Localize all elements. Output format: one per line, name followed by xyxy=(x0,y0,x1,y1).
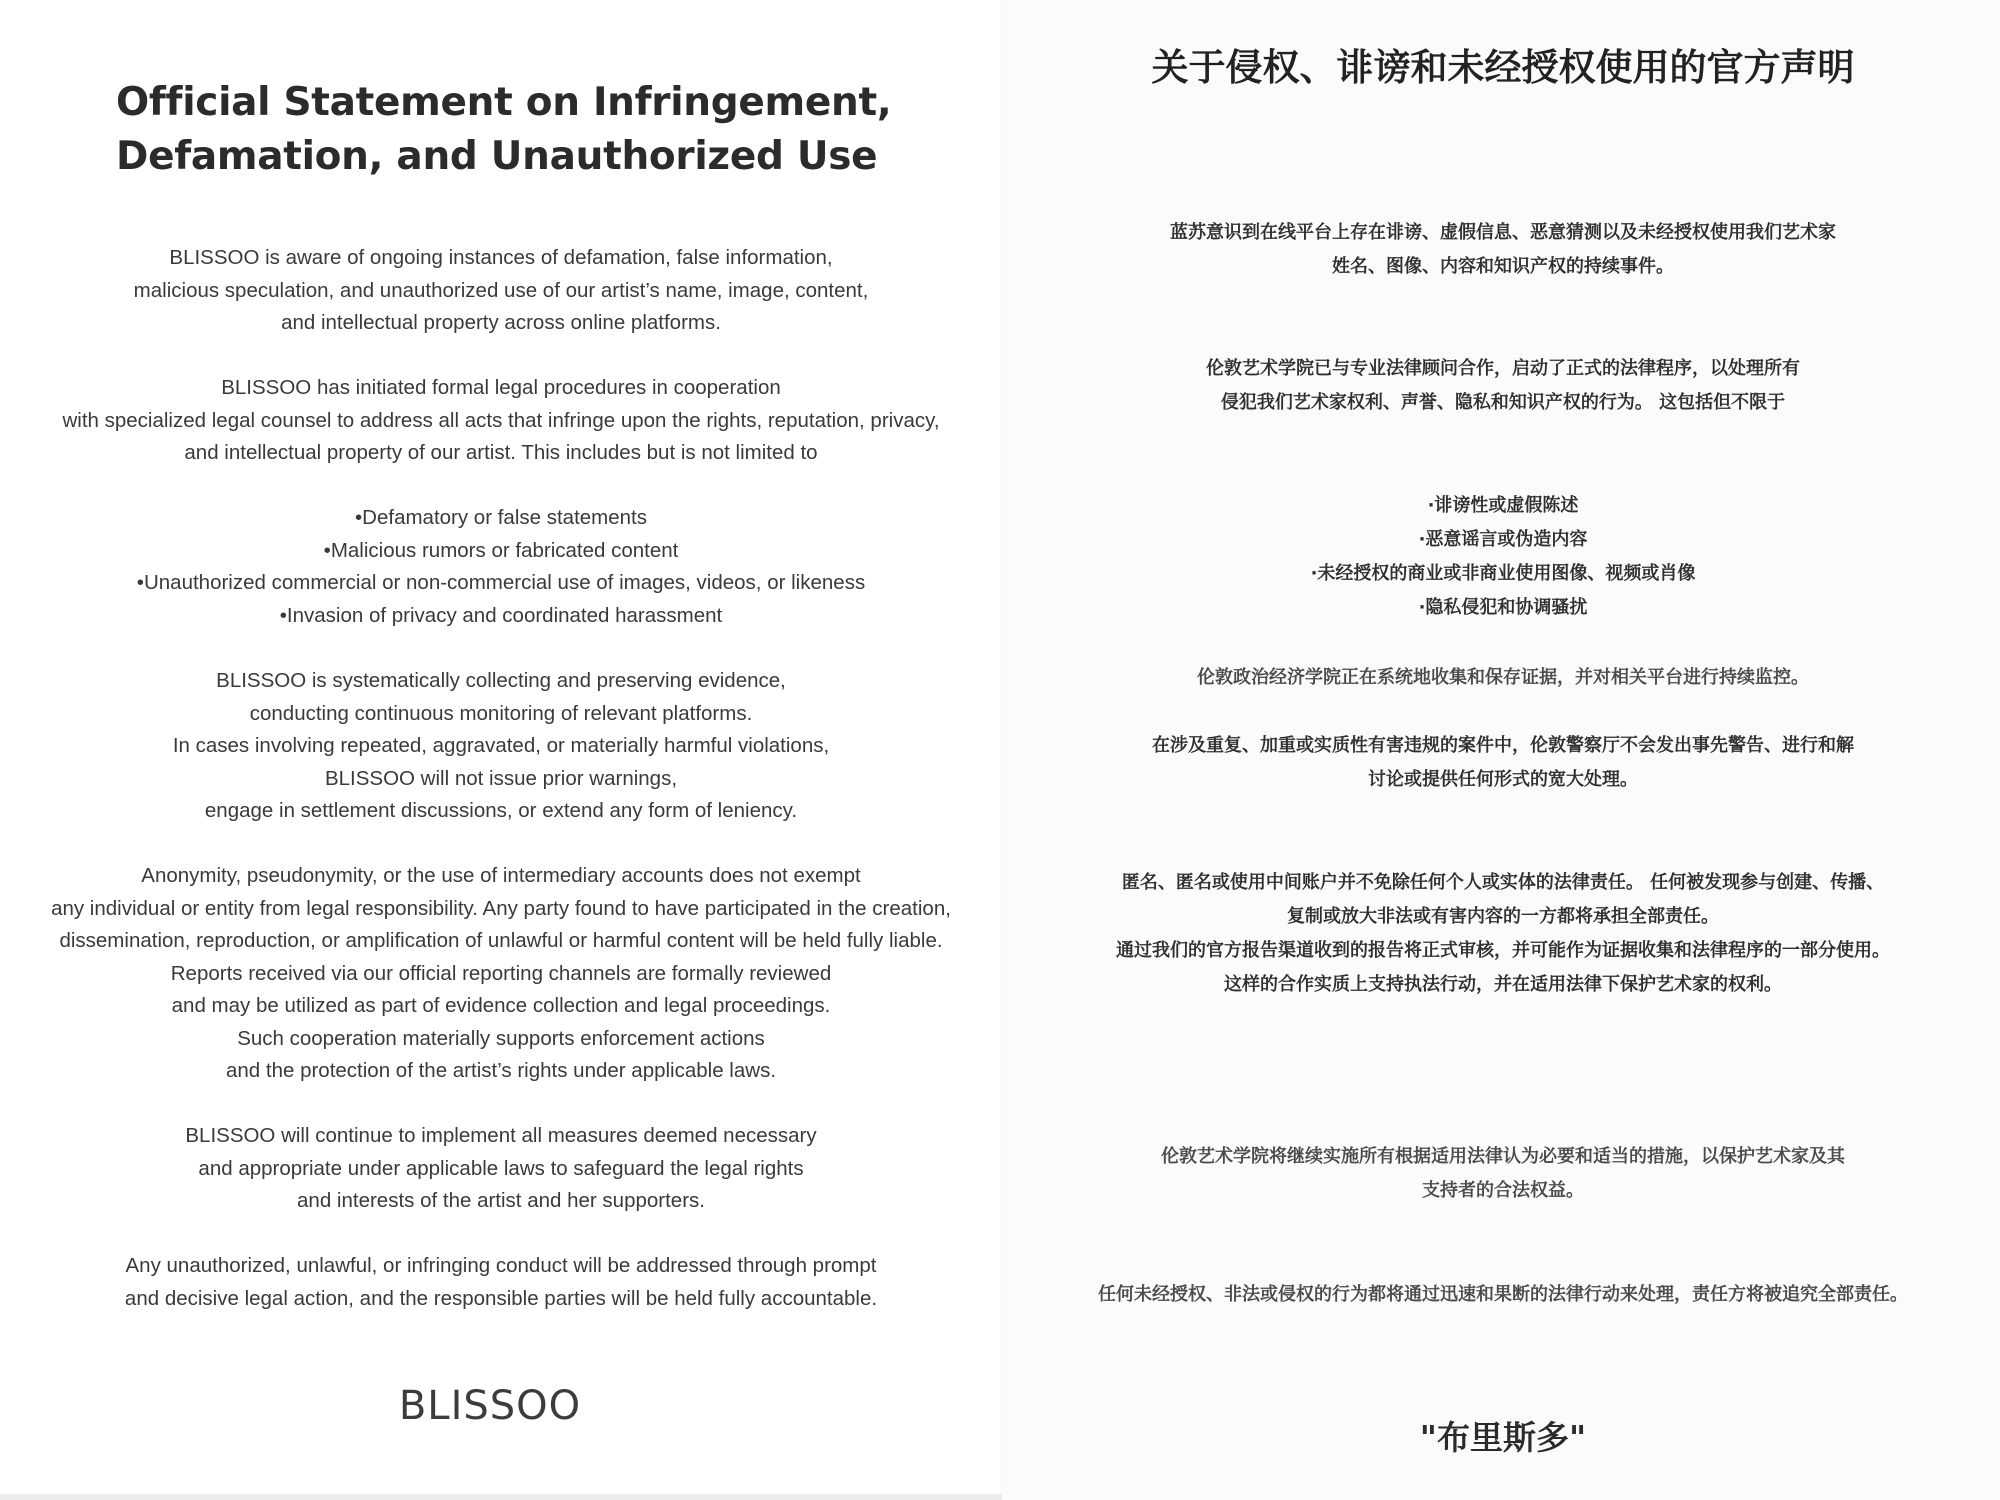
bullet-item: ·未经授权的商业或非商业使用图像、视频或肖像 xyxy=(1310,563,1696,584)
text-line: In cases involving repeated, aggravated, or materially harmful violations, xyxy=(172,734,830,757)
english-bullet-list xyxy=(0,502,1002,632)
text-line: 匿名、匿名或使用中间账户并不免除任何个人或实体的法律责任。 任何被发现参与创建、传播、 xyxy=(1121,872,1885,893)
text-line: 讨论或提供任何形式的宽大处理。 xyxy=(1368,769,1638,790)
text-line: with specialized legal counsel to address all acts that infringe upon the rights, reputation, privacy, xyxy=(62,408,940,432)
text-line: BLISSOO will not issue prior warnings, xyxy=(324,766,678,790)
english-paragraph-anonymity xyxy=(0,860,1002,1088)
bottom-edge-strip xyxy=(0,1494,1002,1500)
chinese-paragraph-awareness xyxy=(1002,216,2000,284)
english-paragraph-evidence xyxy=(0,665,1002,828)
english-title xyxy=(116,76,996,184)
text-line: BLISSOO is systematically collecting and preserving evidence, xyxy=(216,669,786,692)
chinese-signature: "布里斯多" xyxy=(1419,1418,1587,1457)
bullet-item: •Unauthorized commercial or non-commercial use of images, videos, or likeness xyxy=(136,571,866,594)
text-line: 任何未经授权、非法或侵权的行为都将通过迅速和果断的法律行动来处理，责任方将被追究全部责任。 xyxy=(1098,1284,1908,1305)
text-line: Anonymity, pseudonymity, or the use of intermediary accounts does not exempt xyxy=(141,864,861,887)
english-paragraph-measures xyxy=(0,1120,1002,1218)
text-line: BLISSOO will continue to implement all measures deemed necessary xyxy=(185,1124,817,1147)
text-line: 支持者的合法权益。 xyxy=(1422,1180,1584,1201)
chinese-statement-panel xyxy=(1002,0,2000,1500)
bullet-item: ·恶意谣言或伪造内容 xyxy=(1418,529,1588,550)
text-line: 伦敦政治经济学院正在系统地收集和保存证据，并对相关平台进行持续监控。 xyxy=(1197,667,1809,688)
text-line: BLISSOO has initiated formal legal procedures in cooperation xyxy=(221,376,781,399)
text-line: Such cooperation materially supports enforcement actions xyxy=(237,1026,765,1050)
text-line: 复制或放大非法或有害内容的一方都将承担全部责任。 xyxy=(1287,906,1719,927)
text-line: engage in settlement discussions, or extend any form of leniency. xyxy=(204,799,798,822)
chinese-paragraph-measures xyxy=(1002,1140,2000,1208)
text-line: and intellectual property of our artist. This includes but is not limited to xyxy=(184,441,818,464)
bullet-item: ·诽谤性或虚假陈述 xyxy=(1427,495,1579,516)
english-paragraph-legal-procedures xyxy=(0,372,1002,470)
text-line: 蓝苏意识到在线平台上存在诽谤、虚假信息、恶意猜测以及未经授权使用我们艺术家 xyxy=(1170,222,1836,243)
text-line: and appropriate under applicable laws to safeguard the legal rights xyxy=(198,1156,804,1180)
text-line: 在涉及重复、加重或实质性有害违规的案件中，伦敦警察厅不会发出事先警告、进行和解 xyxy=(1152,735,1854,756)
chinese-title: 关于侵权、诽谤和未经授权使用的官方声明 xyxy=(1151,46,1855,89)
chinese-paragraph-no-warning xyxy=(1002,729,2000,797)
bullet-item: ·隐私侵犯和协调骚扰 xyxy=(1418,597,1588,618)
english-title-line: Defamation, and Unauthorized Use xyxy=(116,134,878,179)
bullet-item: •Malicious rumors or fabricated content xyxy=(323,538,679,562)
text-line: and the protection of the artist’s rights under applicable laws. xyxy=(225,1059,777,1082)
text-line: Any unauthorized, unlawful, or infringing conduct will be addressed through prompt xyxy=(125,1254,877,1277)
text-line: 姓名、图像、内容和知识产权的持续事件。 xyxy=(1332,256,1674,277)
text-line: any individual or entity from legal responsibility. Any party found to have participated in the creation, xyxy=(51,896,951,920)
english-paragraph-conclusion xyxy=(0,1250,1002,1315)
text-line: conducting continuous monitoring of relevant platforms. xyxy=(249,701,753,725)
english-title-line: Official Statement on Infringement, xyxy=(116,80,892,125)
text-line: 伦敦艺术学院已与专业法律顾问合作，启动了正式的法律程序，以处理所有 xyxy=(1206,358,1800,379)
english-paragraph-awareness xyxy=(0,242,1002,340)
chinese-bullet-list xyxy=(1002,489,2000,625)
text-line: Reports received via our official reporting channels are formally reviewed xyxy=(170,961,832,985)
chinese-paragraph-evidence xyxy=(1002,661,2000,695)
bullet-item: •Invasion of privacy and coordinated harassment xyxy=(279,603,723,627)
text-line: dissemination, reproduction, or amplification of unlawful or harmful content will be held fully liable. xyxy=(59,929,943,952)
text-line: malicious speculation, and unauthorized use of our artist’s name, image, content, xyxy=(133,278,869,302)
text-line: and may be utilized as part of evidence collection and legal proceedings. xyxy=(171,994,831,1017)
text-line: BLISSOO is aware of ongoing instances of defamation, false information, xyxy=(169,246,833,269)
chinese-paragraph-legal-procedures xyxy=(1002,352,2000,420)
text-line: and intellectual property across online platforms. xyxy=(281,311,721,334)
text-line: 通过我们的官方报告渠道收到的报告将正式审核，并可能作为证据收集和法律程序的一部分使用。 xyxy=(1116,940,1890,961)
text-line: 这样的合作实质上支持执法行动，并在适用法律下保护艺术家的权利。 xyxy=(1224,974,1782,995)
chinese-paragraph-anonymity xyxy=(1002,866,2000,1002)
text-line: and decisive legal action, and the responsible parties will be held fully accountable. xyxy=(124,1286,878,1310)
text-line: and interests of the artist and her supporters. xyxy=(297,1189,705,1212)
text-line: 侵犯我们艺术家权利、声誉、隐私和知识产权的行为。 这包括但不限于 xyxy=(1220,392,1786,413)
bullet-item: •Defamatory or false statements xyxy=(354,506,647,529)
text-line: 伦敦艺术学院将继续实施所有根据适用法律认为必要和适当的措施，以保护艺术家及其 xyxy=(1161,1146,1845,1167)
blissoo-logo: BLISSOO xyxy=(398,1383,582,1429)
chinese-paragraph-conclusion xyxy=(1002,1278,2000,1312)
